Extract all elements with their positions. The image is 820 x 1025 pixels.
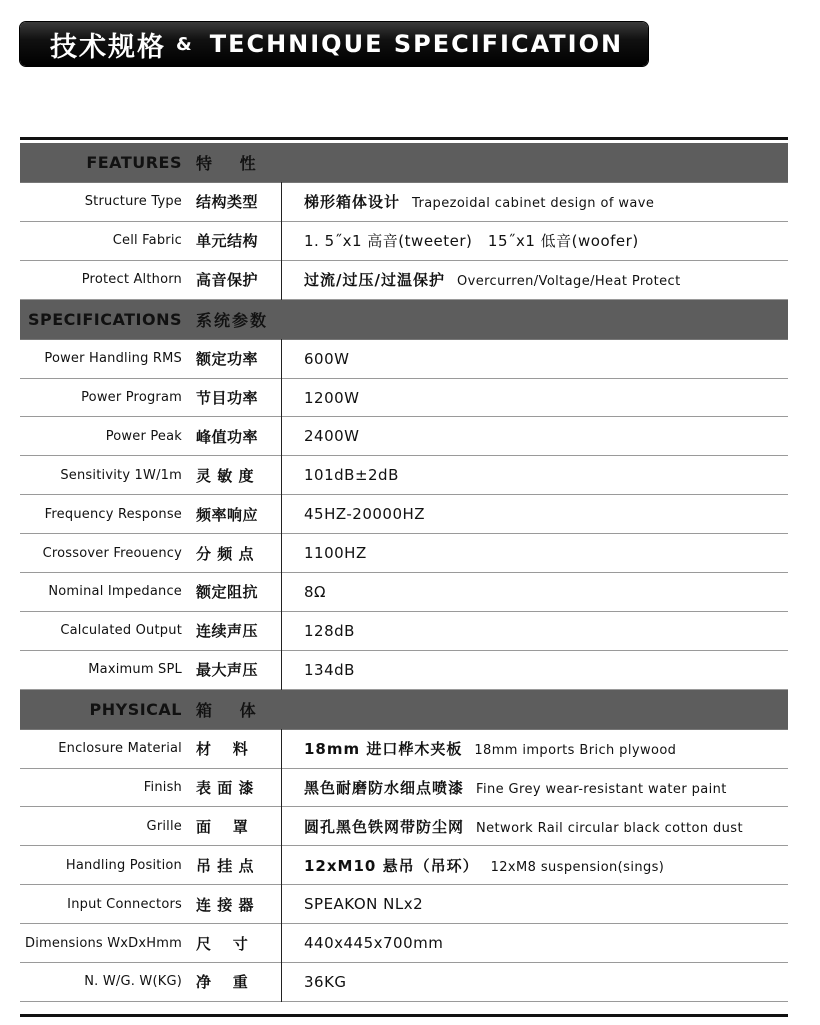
- spec-value-text: 440x445x700mm: [304, 934, 444, 953]
- spec-row: [20, 807, 788, 846]
- spec-value: [304, 973, 347, 991]
- section-title-en: SPECIFICATIONS: [27, 309, 182, 329]
- spec-label-cn: 峰值功率: [196, 416, 282, 456]
- section-title-en: PHYSICAL: [89, 699, 182, 719]
- spec-label-cn: 连续声压: [196, 611, 282, 651]
- spec-label-cn: 分 频 点: [196, 533, 282, 573]
- spec-label-cn: 材 料: [196, 729, 282, 769]
- spec-value: [304, 466, 399, 484]
- spec-label-en: N. W/G. W(KG): [84, 974, 182, 990]
- spec-value: [304, 855, 664, 876]
- spec-row: [20, 183, 788, 222]
- spec-label-cn: 连 接 器: [196, 884, 282, 924]
- title-en: TECHNIQUE SPECIFICATION: [209, 30, 624, 58]
- spec-value-text: 45HZ-20000HZ: [304, 505, 426, 524]
- title-ampersand: &: [176, 33, 192, 55]
- spec-value: [304, 934, 443, 952]
- spec-label-en: Input Connectors: [67, 896, 182, 912]
- spec-label-cn: 最大声压: [196, 650, 282, 690]
- spec-label-en: Handling Position: [65, 857, 182, 873]
- spec-row: [20, 963, 788, 1002]
- spec-label-en: Nominal Impedance: [48, 584, 182, 600]
- spec-label-en: Enclosure Material: [58, 741, 182, 757]
- spec-value-cn: 过流/过压/过温保护: [304, 271, 445, 290]
- spec-label-cn: 单元结构: [196, 221, 282, 261]
- spec-value: [304, 816, 743, 837]
- title-cn: 技术规格: [50, 31, 166, 63]
- spec-value: [304, 661, 355, 679]
- section-title-cn: 特 性: [196, 154, 258, 173]
- spec-label-cn: 额定阻抗: [196, 572, 282, 612]
- spec-row: [20, 612, 788, 651]
- spec-label-cn: 结构类型: [196, 182, 282, 222]
- spec-row: [20, 379, 788, 418]
- spec-label-en: Power Program: [81, 390, 182, 405]
- spec-label-cn: 额定功率: [196, 339, 282, 379]
- spec-value: [304, 427, 360, 445]
- spec-value-text: 2400W: [304, 427, 360, 446]
- spec-label-cn: 净 重: [196, 962, 282, 1002]
- spec-value: [304, 622, 355, 640]
- spec-value: [304, 389, 360, 407]
- spec-label-en: Structure Type: [84, 194, 182, 210]
- spec-label-en: Sensitivity 1W/1m: [60, 467, 182, 483]
- spec-table: [20, 143, 788, 1002]
- spec-value-text: 134dB: [304, 660, 355, 679]
- spec-label-en: Power Handling RMS: [44, 351, 182, 367]
- spec-value: [304, 895, 423, 913]
- spec-value-en: Overcurren/Voltage/Heat Protect: [456, 274, 681, 290]
- spec-value-text: 128dB: [304, 621, 355, 640]
- spec-value-cn: 梯形箱体设计: [304, 193, 401, 212]
- spec-value: [304, 738, 676, 759]
- spec-value-en: Trapezoidal cabinet design of wave: [412, 196, 655, 212]
- spec-row: [20, 573, 788, 612]
- spec-value: [304, 350, 349, 368]
- spec-row: [20, 924, 788, 963]
- section-header: [20, 690, 788, 730]
- spec-label-en: Grille: [146, 818, 182, 834]
- spec-row: [20, 456, 788, 495]
- spec-value-en: Network Rail circular black cotton dust: [476, 820, 743, 836]
- spec-value-cn: 12xM10 悬吊（吊环）: [304, 856, 479, 875]
- spec-label-cn: 尺 寸: [196, 923, 282, 963]
- spec-row: [20, 417, 788, 456]
- section-title-en: FEATURES: [86, 153, 182, 172]
- spec-value-text: 1. 5˝x1 高音(tweeter) 15˝x1 低音(woofer): [304, 232, 639, 251]
- spec-label-en: Protect Althorn: [81, 272, 182, 288]
- spec-label-cn: 表 面 漆: [196, 768, 282, 808]
- spec-value-cn: 18mm 进口桦木夹板: [304, 740, 463, 759]
- spec-row: [20, 534, 788, 573]
- section-title-cn: 箱 体: [196, 700, 258, 720]
- spec-label-en: Calculated Output: [60, 623, 182, 639]
- spec-value: [304, 505, 425, 523]
- spec-label-en: Finish: [143, 780, 182, 796]
- spec-label-cn: 灵 敏 度: [196, 455, 282, 495]
- spec-value-en: Fine Grey wear-resistant water paint: [476, 782, 727, 798]
- spec-label-en: Power Peak: [105, 428, 182, 444]
- spec-value-cn: 黑色耐磨防水细点喷漆: [304, 779, 465, 798]
- spec-label-en: Crossover Freouency: [42, 545, 182, 561]
- spec-row: [20, 846, 788, 885]
- spec-value-text: 8Ω: [304, 582, 327, 601]
- bottom-divider: [20, 1014, 788, 1017]
- spec-value: [304, 544, 367, 562]
- spec-row: [20, 340, 788, 379]
- spec-row: [20, 261, 788, 300]
- spec-value-en: 12xM8 suspension(sings): [490, 859, 665, 875]
- spec-label-en: Cell Fabric: [112, 233, 182, 249]
- spec-value-cn: 圆孔黑色铁网带防尘网: [304, 817, 465, 836]
- spec-label-cn: 节目功率: [196, 378, 282, 418]
- spec-row: [20, 651, 788, 690]
- spec-label-en: Maximum SPL: [88, 662, 182, 678]
- top-divider: [20, 137, 788, 140]
- spec-label-cn: 高音保护: [196, 260, 282, 300]
- spec-value-text: 1100HZ: [304, 544, 367, 563]
- spec-value: [304, 777, 727, 798]
- spec-value-text: 600W: [304, 349, 350, 368]
- spec-row: [20, 222, 788, 261]
- spec-value: [304, 583, 326, 601]
- spec-label-cn: 频率响应: [196, 494, 282, 534]
- spec-value: [304, 269, 681, 290]
- spec-row: [20, 885, 788, 924]
- spec-row: [20, 769, 788, 808]
- spec-label-en: Dimensions WxDxHmm: [25, 935, 182, 951]
- section-title-cn: 系统参数: [196, 310, 269, 330]
- spec-row: [20, 495, 788, 534]
- spec-value-text: 101dB±2dB: [304, 466, 399, 485]
- spec-value-text: 36KG: [304, 972, 347, 991]
- title-bar: [20, 22, 648, 66]
- spec-value-en: 18mm imports Brich plywood: [474, 743, 677, 759]
- spec-value-text: 1200W: [304, 388, 360, 407]
- spec-value-text: SPEAKON NLx2: [304, 895, 424, 914]
- section-header: [20, 300, 788, 340]
- section-header: [20, 143, 788, 183]
- spec-value: [304, 230, 639, 251]
- spec-label-cn: 吊 挂 点: [196, 845, 282, 885]
- spec-row: [20, 730, 788, 769]
- spec-label-en: Frequency Response: [44, 506, 182, 522]
- spec-label-cn: 面 罩: [196, 806, 282, 846]
- spec-value: [304, 191, 654, 212]
